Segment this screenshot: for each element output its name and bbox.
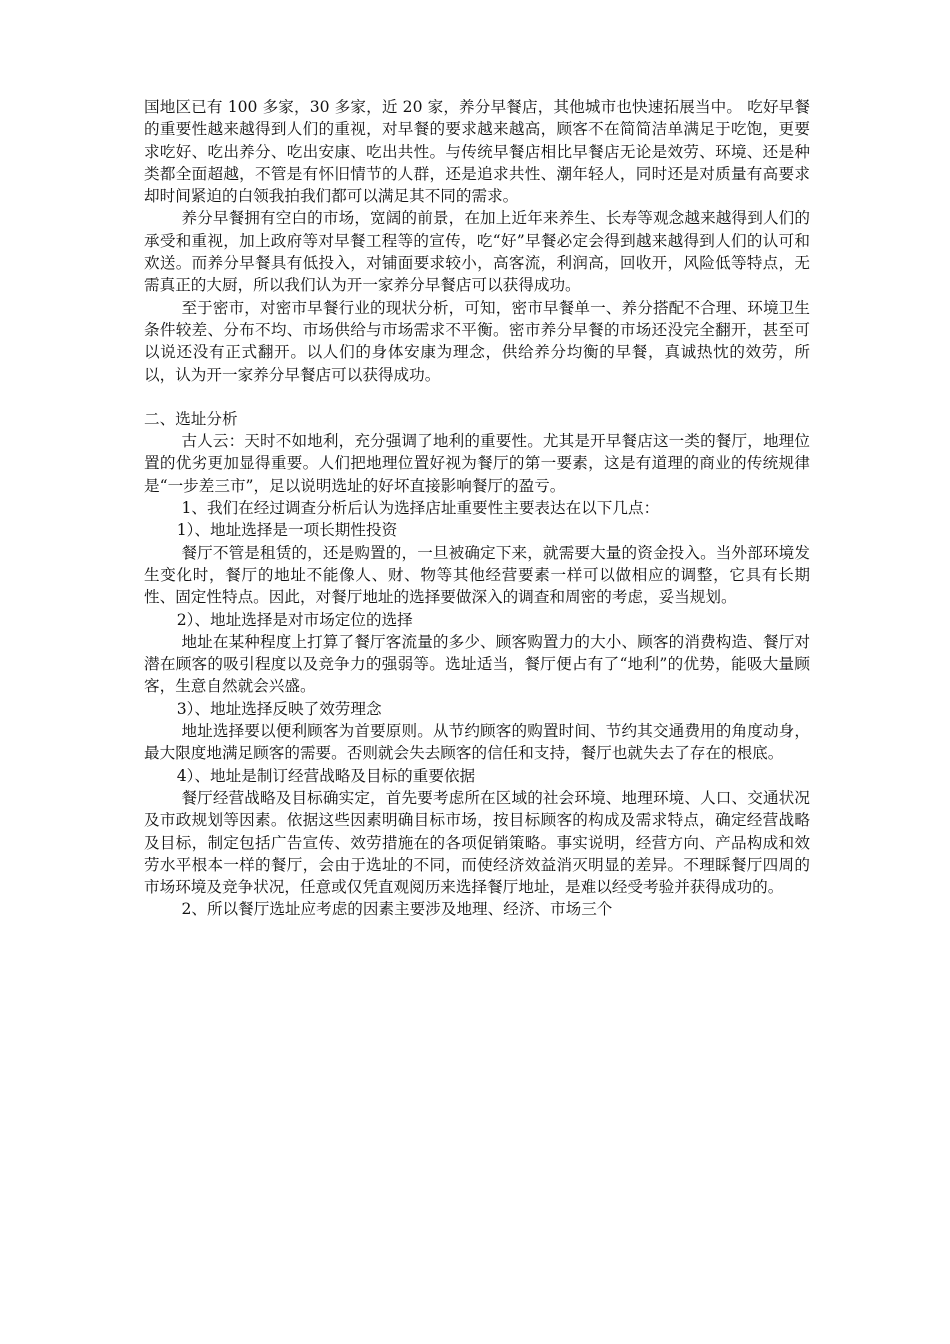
subpoint-1-body: 餐厅不管是租赁的，还是购置的，一旦被确定下来，就需要大量的资金投入。当外部环境发生变化时，餐厅的地址不能像人、财、物等其他经营要素一样可以做相应的调整，它具有长期性、固定性特点。因此，对餐厅地址的选择要做深入的调查和周密的考虑，妥当规划。 xyxy=(144,543,810,607)
subpoint-1-title: 1）、地址选择是一项长期性投资 xyxy=(176,521,398,540)
point-2-intro: 2、所以餐厅选址应考虑的因素主要涉及地理、经济、市场三个 xyxy=(181,900,613,919)
intro-paragraph-3: 至于密市，对密市早餐行业的现状分析，可知，密市早餐单一、养分搭配不合理、环境卫生条件较差、分布不均、市场供给与市场需求不平衡。密市养分早餐的市场还没完全翻开，甚至可以说还没有正式翻开。以人们的身体安康为理念，供给养分均衡的早餐，真诚热忱的效劳，所以，认为开一家养分早餐店可以获得成功。 xyxy=(144,298,810,384)
subpoint-4-body: 餐厅经营战略及目标确实定，首先要考虑所在区域的社会环境、地理环境、人口、交通状况及市政规划等因素。依据这些因素明确目标市场，按目标顾客的构成及需求特点，确定经营战略及目标，制定包括广告宣传、效劳措施在的各项促销策略。事实说明，经营方向、产品构成和效劳水平根本一样的餐厅，会由于选址的不同，而使经济效益消灭明显的差异。不理睬餐厅四周的市场环境及竞争状况，任意或仅凭直观阅历来选择餐厅地址，是难以经受考验并获得成功的。 xyxy=(144,788,810,897)
point-1-intro: 1、我们在经过调查分析后认为选择店址重要性主要表达在以下几点： xyxy=(181,499,660,518)
intro-paragraph-1: 国地区已有 100 多家，30 多家，近 20 家，养分早餐店，其他城市也快速拓展当中。 吃好早餐的重要性越来越得到人们的重视，对早餐的要求越来越高，顾客不在简简洁单满足于吃饱，更要求吃好、吃出养分、吃出安康、吃出共性。与传统早餐店相比早餐店无论是效劳、环境、还是种类都全面超越，不管是有怀旧情节的人群，还是追求共性、潮年轻人，同时还是对质量有高要求却时间紧迫的白领我拍我们都可以满足其不同的需求。 xyxy=(144,98,810,206)
subpoint-3-title: 3）、地址选择反映了效劳理念 xyxy=(176,699,382,718)
subpoint-2-title: 2）、地址选择是对市场定位的选择 xyxy=(176,610,413,629)
intro-paragraph-2: 养分早餐拥有空白的市场，宽阔的前景，在加上近年来养生、长寿等观念越来越得到人们的承受和重视，加上政府等对早餐工程等的宣传，吃“好”早餐必定会得到越来越得到人们的认可和欢送。而养分早餐具有低投入，对铺面要求较小，高客流，利润高，回收开，风险低等特点，无需真正的大厨，所以我们认为开一家养分早餐店可以获得成功。 xyxy=(144,209,810,295)
section-heading-site-analysis: 二、选址分析 xyxy=(144,409,238,428)
document-body xyxy=(144,96,810,921)
site-analysis-paragraph-1: 古人云：天时不如地利，充分强调了地利的重要性。尤其是开早餐店这一类的餐厅，地理位置的优劣更加显得重要。人们把地理位置好视为餐厅的第一要素，这是有道理的商业的传统规律是“一步差三市”，足以说明选址的好坏直接影响餐厅的盈亏。 xyxy=(144,432,810,495)
subpoint-4-title: 4）、地址是制订经营战略及目标的重要依据 xyxy=(176,766,476,785)
subpoint-3-body: 地址选择要以便利顾客为首要原则。从节约顾客的购置时间、节约其交通费用的角度动身，最大限度地满足顾客的需要。否则就会失去顾客的信任和支持，餐厅也就失去了存在的根底。 xyxy=(144,722,810,763)
subpoint-2-body: 地址在某种程度上打算了餐厅客流量的多少、顾客购置力的大小、顾客的消费构造、餐厅对潜在顾客的吸引程度以及竞争力的强弱等。选址适当，餐厅便占有了“地利”的优势，能吸大量顾客，生意自然就会兴盛。 xyxy=(144,632,810,696)
